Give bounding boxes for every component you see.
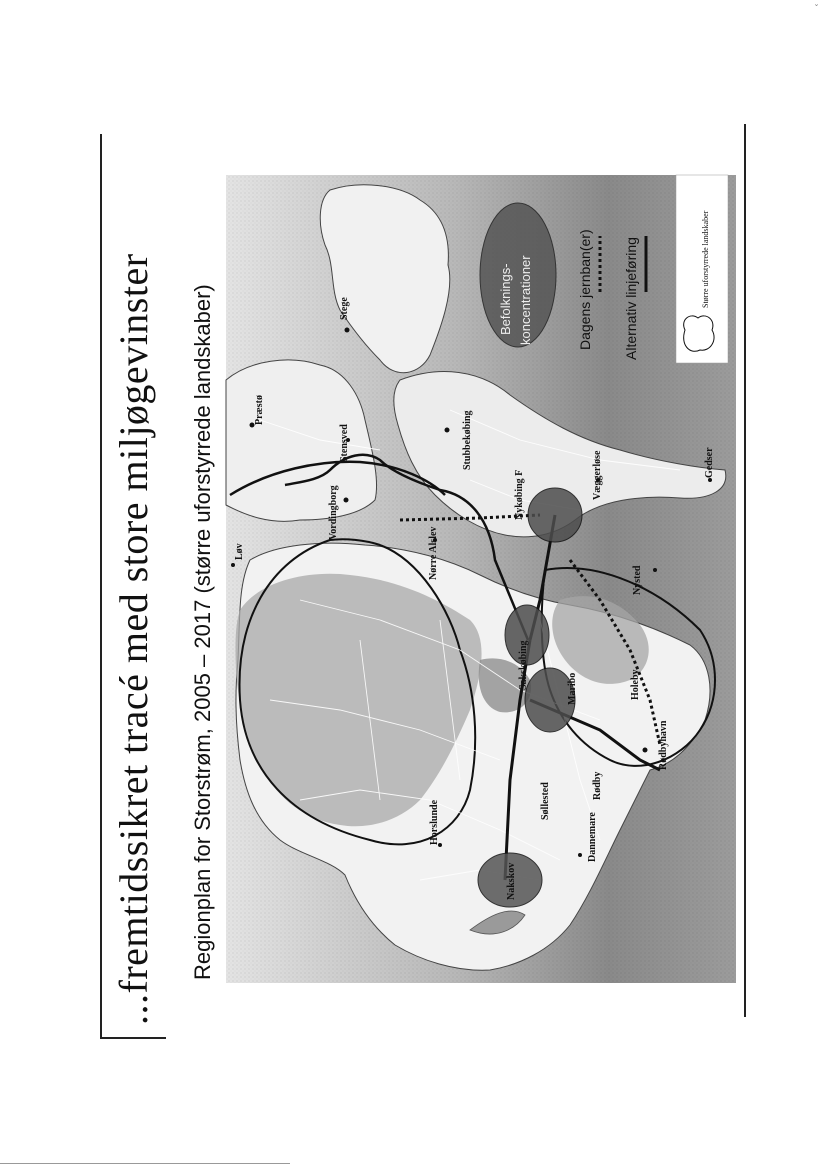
label-sakskobing: Sakskøbing	[518, 640, 529, 690]
label-nysted: Nysted	[632, 565, 643, 595]
corner-scan-mark: ˇ	[814, 4, 819, 15]
legend-rail-today-label: Dagens jernban(er)	[577, 229, 593, 350]
label-vordingborg: Vordingborg	[328, 485, 339, 540]
label-dannemare: Dannemare	[587, 812, 598, 862]
label-stensved: Stensved	[339, 424, 350, 462]
label-norre-alslev: Nørre Alslev	[428, 526, 439, 580]
legend-urban-label-1: Befolknings-	[498, 263, 513, 335]
label-nykobing-f: Nykøbing F	[514, 469, 525, 520]
label-stubbekobing: Stubbekøbing	[462, 410, 473, 470]
label-gedser: Gedser	[704, 447, 715, 478]
label-praesto: Præstø	[254, 395, 265, 425]
label-rodby: Rødby	[592, 771, 603, 800]
label-lov: Løv	[234, 543, 245, 560]
legend-rail-alt-label: Alternativ linjeføring	[623, 237, 639, 360]
label-vaeggerlose: Væggerløse	[592, 450, 603, 500]
slide-title: ...fremtidssikret tracé med store miljøgevinster	[111, 253, 156, 1025]
legend-urban-label-2: koncentrationer	[518, 255, 533, 345]
legend-landscape-icon	[684, 316, 714, 351]
label-stege: Stege	[339, 297, 350, 320]
label-rodbyhavn: Rødbyhavn	[658, 720, 669, 770]
label-sollested: Søllested	[540, 782, 551, 820]
legend-landscape-label: Større uforstyrrede landskaber	[701, 210, 710, 308]
label-holeby: Holeby	[630, 669, 641, 700]
slide-subtitle: Regionplan for Storstrøm, 2005 – 2017 (større uforstyrrede landskaber)	[190, 284, 215, 980]
label-horslunde: Horslunde	[429, 799, 440, 845]
label-maribo: Maribo	[567, 672, 578, 705]
urban-ellipse-nykobing	[528, 488, 582, 542]
label-nakskov: Nakskov	[506, 862, 517, 900]
